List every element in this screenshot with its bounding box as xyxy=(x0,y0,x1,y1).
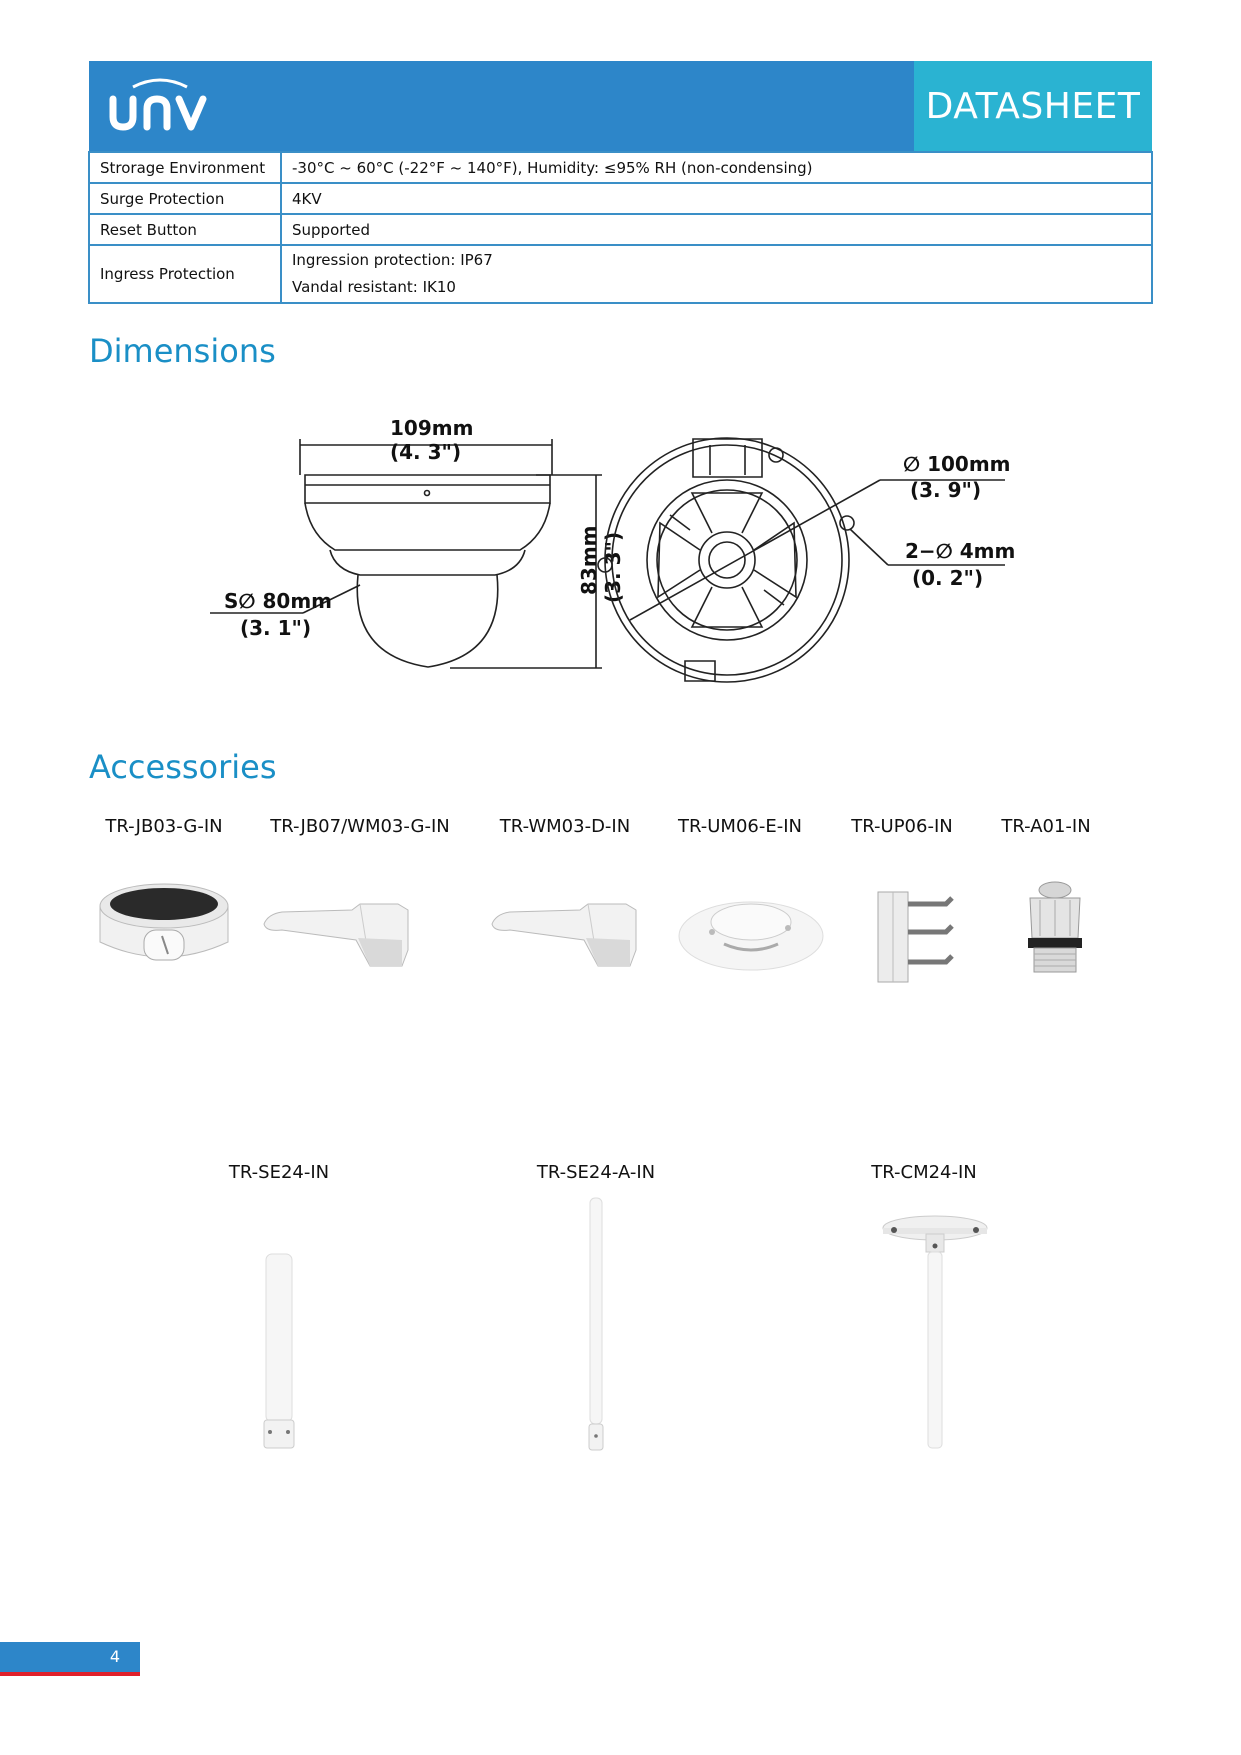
spec-label: Reset Button xyxy=(89,214,281,245)
spec-value: -30°C ~ 60°C (-22°F ~ 140°F), Humidity: ≤95% RH (non-condensing) xyxy=(281,152,1152,183)
spec-value: 4KV xyxy=(281,183,1152,214)
width-in-label: (4. 3") xyxy=(390,440,462,464)
accessory-label: TR-WM03-D-IN xyxy=(499,816,631,837)
spec-label: Strorage Environment xyxy=(89,152,281,183)
footer-accent-line xyxy=(0,1672,140,1676)
wall-mount-image xyxy=(262,880,412,968)
hole-mm-label: 2−∅ 4mm xyxy=(905,539,1016,563)
accessories-title: Accessories xyxy=(89,748,277,786)
width-mm-label: 109mm xyxy=(390,416,474,440)
wall-mount-image xyxy=(490,880,640,968)
pole-extension-image xyxy=(256,1252,302,1452)
spec-table xyxy=(88,151,1153,304)
page-number: 4 xyxy=(109,1647,120,1666)
pole-extension-long-image xyxy=(584,1196,608,1452)
dimensions-title: Dimensions xyxy=(89,332,276,370)
ceiling-mount-image xyxy=(676,884,826,974)
cable-gland-image xyxy=(1020,876,1090,976)
spec-value-line: Ingression protection: IP67 xyxy=(292,251,493,269)
pole-mount-image xyxy=(866,884,956,984)
table-row xyxy=(89,245,1152,303)
junction-box-image xyxy=(96,880,232,968)
base-mm-label: ∅ 100mm xyxy=(903,452,1011,476)
accessory-label: TR-UM06-E-IN xyxy=(677,816,803,837)
header-band xyxy=(89,61,1152,151)
accessory-label: TR-CM24-IN xyxy=(871,1162,977,1183)
spec-label: Ingress Protection xyxy=(89,245,281,303)
base-in-label: (3. 9") xyxy=(910,478,982,502)
height-mm-label: 83mm xyxy=(577,525,601,595)
accessory-label: TR-JB07/WM03-G-IN xyxy=(270,816,450,837)
accessory-label: TR-A01-IN xyxy=(1001,816,1091,837)
spec-value-line: Vandal resistant: IK10 xyxy=(292,278,456,296)
page-number-tab xyxy=(0,1642,140,1672)
unv-logo xyxy=(105,75,215,135)
accessory-label: TR-SE24-A-IN xyxy=(536,1162,656,1183)
accessory-label: TR-UP06-IN xyxy=(851,816,953,837)
accessory-label: TR-SE24-IN xyxy=(228,1162,330,1183)
sphere-mm-label: S∅ 80mm xyxy=(224,589,333,613)
dimension-drawing xyxy=(200,405,1060,695)
spec-label: Surge Protection xyxy=(89,183,281,214)
datasheet-badge: DATASHEET xyxy=(914,61,1152,151)
height-in-label: (3. 3") xyxy=(601,531,625,603)
accessory-label: TR-JB03-G-IN xyxy=(105,816,223,837)
table-row xyxy=(89,183,1152,214)
spec-value: Supported xyxy=(281,214,1152,245)
sphere-in-label: (3. 1") xyxy=(240,616,312,640)
table-row xyxy=(89,214,1152,245)
table-row xyxy=(89,152,1152,183)
ceiling-pendant-mount-image xyxy=(880,1210,990,1450)
spec-value xyxy=(281,245,1152,303)
hole-in-label: (0. 2") xyxy=(912,566,984,590)
